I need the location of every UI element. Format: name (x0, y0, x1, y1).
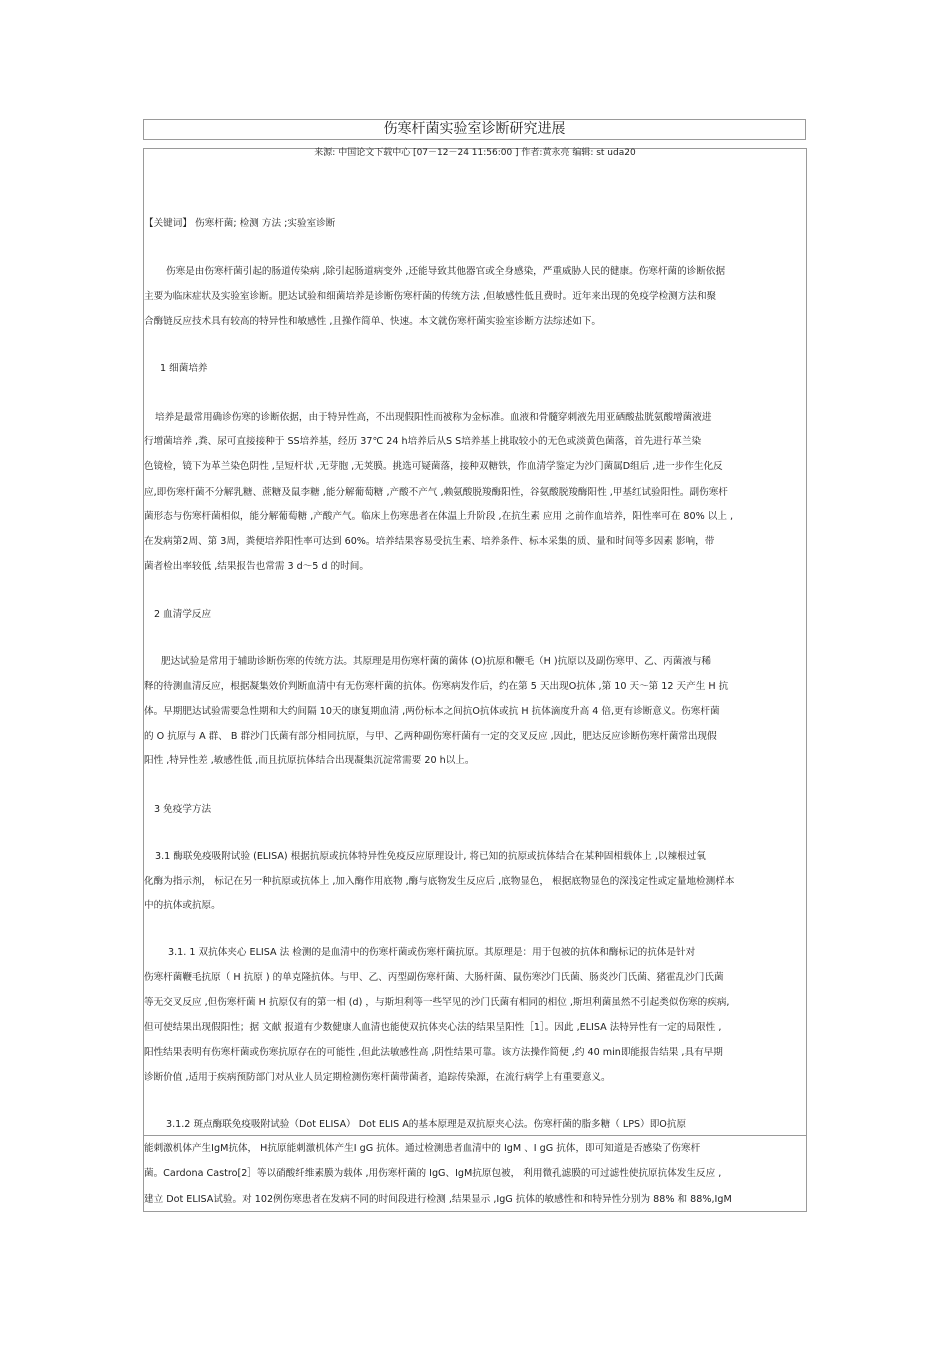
keywords: 【关键词】 伤寒杆菌; 检测 方法 ;实验室诊断 (144, 218, 336, 229)
intro-line: 伤寒是由伤寒杆菌引起的肠道传染病 ,除引起肠道病变外 ,还能导致其他器官或全身感染，严重威胁人民的健康。伤寒杆菌的诊断依据 (166, 266, 726, 277)
section-heading: 2 血清学反应 (154, 609, 212, 620)
paragraph-line: 伤寒杆菌鞭毛抗原（ H 抗原 ) 的单克隆抗体。与甲、乙、丙型副伤寒杆菌、大肠杆菌、鼠伤寒沙门氏菌、肠炎沙门氏菌、猪霍乱沙门氏菌 (144, 972, 724, 983)
paragraph-line: 在发病第2周、第 3周，粪便培养阳性率可达到 60%。培养结果容易受抗生素、培养条件、标本采集的质、量和时间等多因素 影响，带 (144, 536, 715, 547)
paragraph-line: 3.1.2 斑点酶联免疫吸附试验（Dot ELISA） Dot ELIS A的基本原理是双抗原夹心法。伤寒杆菌的脂多糖（ LPS）即O抗原 (166, 1119, 687, 1130)
article-meta: 来源: 中国论文下载中心 [07－12－24 11:56:00 ] 作者:黄永亮 编辑: st uda20 (314, 148, 636, 158)
paragraph-line: 能刺激机体产生IgM抗体， H抗原能刺激机体产生I gG 抗体。通过检测患者血清中的 IgM 、I gG 抗体，即可知道是否感染了伤寒杆 (144, 1143, 701, 1154)
paragraph-line: 菌形态与伤寒杆菌相似，能分解葡萄糖 ,产酸产气。临床上伤寒患者在体温上升阶段 ,在抗生素 应用 之前作血培养，阳性率可在 80% 以上 , (144, 511, 734, 522)
paragraph-line: 菌者检出率较低 ,结果报告也常需 3 d～5 d 的时间。 (144, 561, 369, 572)
paragraph-line: 培养是最常用确诊伤寒的诊断依据，由于特异性高，不出现假阳性而被称为金标准。血液和骨髓穿刺液先用亚硒酸盐胱氨酸增菌液进 (155, 412, 712, 423)
paragraph-line: 色镜检，镜下为革兰染色阴性 ,呈短杆状 ,无芽胞 ,无荚膜。挑选可疑菌落，接种双糖铁，作血清学鉴定为沙门菌属D组后 ,进一步作生化反 (144, 461, 723, 472)
section-heading: 1 细菌培养 (160, 363, 208, 374)
paragraph-line: 肥达试验是常用于辅助诊断伤寒的传统方法。其原理是用伤寒杆菌的菌体 (O)抗原和鞭毛（H )抗原以及副伤寒甲、乙、丙菌液与稀 (161, 656, 712, 667)
paragraph-line: 3.1 酶联免疫吸附试验 (ELISA) 根据抗原或抗体特异性免疫反应原理设计, 将已知的抗原或抗体结合在某种固相载体上 ,以辣根过氧 (155, 851, 706, 862)
paragraph-line: 菌。Cardona Castro[2］等以硝酸纤维素膜为载体 ,用伤寒杆菌的 IgG、IgM抗原包被， 利用微孔滤膜的可过滤性使抗原抗体发生反应 , (144, 1168, 722, 1179)
intro-line: 合酶链反应技术具有较高的特异性和敏感性 ,且操作简单、快速。本文就伤寒杆菌实验室诊断方法综述如下。 (144, 316, 602, 327)
paragraph-line: 阳性结果表明有伤寒杆菌或伤寒抗原存在的可能性 ,但此法敏感性高 ,阴性结果可靠。该方法操作简便 ,约 40 min即能报告结果 ,具有早期 (144, 1047, 723, 1058)
paragraph-line: 行增菌培养 ,粪、尿可直接接种于 SS培养基，经历 37℃ 24 h培养后从S S培养基上挑取较小的无色或淡黄色菌落，首先进行革兰染 (144, 436, 702, 447)
paragraph-line: 阳性 ,特异性差 ,敏感性低 ,而且抗原抗体结合出现凝集沉淀常需要 20 h以上。 (144, 755, 475, 766)
paragraph-line: 应,即伤寒杆菌不分解乳糖、蔗糖及鼠李糖 ,能分解葡萄糖 ,产酸不产气 ,赖氨酸脱羧酶阳性，谷氨酸脱羧酶阳性 ,甲基红试验阳性。副伤寒杆 (144, 487, 728, 498)
intro-line: 主要为临床症状及实验室诊断。肥达试验和细菌培养是诊断伤寒杆菌的传统方法 ,但敏感性低且费时。近年来出现的免疫学检测方法和聚 (144, 291, 717, 302)
paragraph-line: 释的待测血清反应，根据凝集效价判断血清中有无伤寒杆菌的抗体。伤寒病发作后，约在第 5 天出现O抗体 ,第 10 天～第 12 天产生 H 抗 (144, 681, 729, 692)
paragraph-line: 但可使结果出现假阳性；据 文献 报道有少数健康人血清也能使双抗体夹心法的结果呈阳性［1］。因此 ,ELISA 法特异性有一定的局限性 , (144, 1022, 722, 1033)
page-title: 伤寒杆菌实验室诊断研究进展 (143, 119, 806, 140)
section-heading: 3 免疫学方法 (154, 804, 212, 815)
paragraph-line: 的 O 抗原与 A 群、 B 群沙门氏菌有部分相同抗原，与甲、乙两种副伤寒杆菌有一定的交叉反应 ,因此，肥达反应诊断伤寒杆菌常出现假 (144, 731, 717, 742)
paragraph-line: 3.1. 1 双抗体夹心 ELISA 法 检测的是血清中的伤寒杆菌或伤寒杆菌抗原。其原理是：用于包被的抗体和酶标记的抗体是针对 (168, 947, 696, 958)
paragraph-line: 化酶为指示剂， 标记在另一种抗原或抗体上 ,加入酶作用底物 ,酶与底物发生反应后 ,底物显色， 根据底物显色的深浅定性或定量地检测样本 (144, 876, 735, 887)
paragraph-line: 诊断价值 ,适用于疾病预防部门对从业人员定期检测伤寒杆菌带菌者，追踪传染源，在流行病学上有重要意义。 (144, 1072, 611, 1083)
paragraph-line: 体。早期肥达试验需要急性期和大约间隔 10天的康复期血清 ,两份标本之间抗O抗体或抗 H 抗体滴度升高 4 倍,更有诊断意义。伤寒杆菌 (144, 706, 720, 717)
paragraph-line: 中的抗体或抗原。 (144, 900, 221, 911)
paragraph-line: 等无交叉反应 ,但伤寒杆菌 H 抗原仅有的第一相 (d) ，与斯坦利等一些罕见的沙门氏菌有相同的相位 ,斯坦利菌虽然不引起类似伤寒的疾病, (144, 997, 730, 1008)
paragraph-line: 建立 Dot ELISA试验。对 102例伤寒患者在发病不同的时间段进行检测 ,结果显示 ,IgG 抗体的敏感性和和特异性分别为 88% 和 88%,IgM (144, 1194, 732, 1205)
